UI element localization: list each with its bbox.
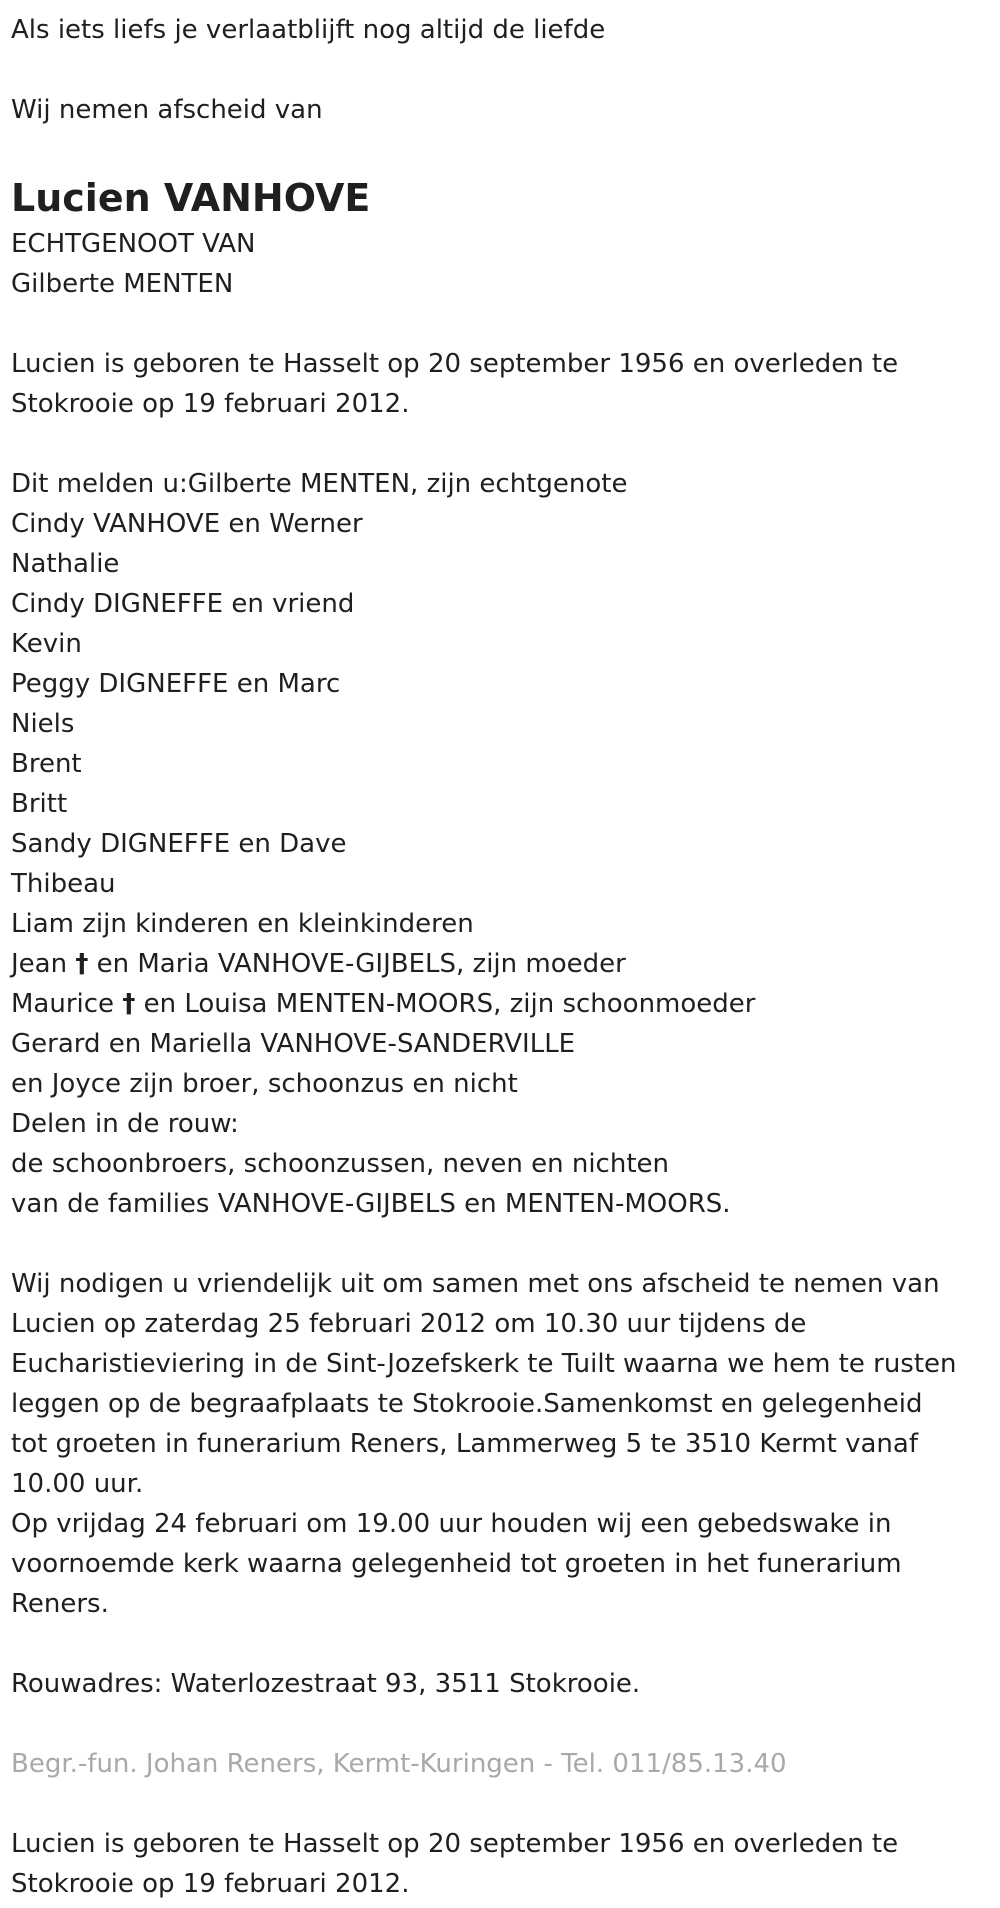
family-member: Sandy DIGNEFFE en Dave	[11, 829, 347, 859]
family-member: Kevin	[11, 629, 82, 659]
mourning-label: Delen in de rouw:	[11, 1109, 239, 1139]
cross-icon: †	[75, 949, 89, 979]
invitation-line: Lucien op zaterdag 25 februari 2012 om 10.30 uur tijdens de	[11, 1309, 807, 1339]
family-member: Gerard en Mariella VANHOVE-SANDERVILLE	[11, 1029, 576, 1059]
parents-line-start: Jean	[11, 949, 76, 979]
parents-in-law-line-start: Maurice	[11, 989, 123, 1019]
family-member: Cindy VANHOVE en Werner	[11, 509, 363, 539]
family-list	[11, 504, 1000, 944]
family-member: Britt	[11, 789, 68, 819]
family-member: Liam zijn kinderen en kleinkinderen	[11, 909, 474, 939]
parents-line-end: en Maria VANHOVE-GIJBELS, zijn moeder	[88, 949, 626, 979]
family-member: Brent	[11, 749, 82, 779]
invitation-line: Reners.	[11, 1589, 109, 1619]
birth-death-line: Lucien is geboren te Hasselt op 20 september 1956 en overleden te	[11, 349, 899, 379]
family-list-continued	[11, 1024, 1000, 1224]
farewell-line: Wij nemen afscheid van	[11, 95, 323, 125]
spacer	[11, 50, 1000, 90]
parents-in-law-line-end: en Louisa MENTEN-MOORS, zijn schoonmoeder	[135, 989, 756, 1019]
invitation-line: 10.00 uur.	[11, 1469, 144, 1499]
spacer	[11, 1624, 1000, 1664]
cross-icon: †	[122, 989, 136, 1019]
funeral-director: Begr.-fun. Johan Reners, Kermt-Kuringen - Tel. 011/85.13.40	[11, 1749, 787, 1779]
invitation-paragraph	[11, 1264, 1000, 1624]
parents-in-law-line	[11, 984, 1000, 1024]
invitation-line: Wij nodigen u vriendelijk uit om samen met ons afscheid te nemen van	[11, 1269, 940, 1299]
spacer	[11, 130, 1000, 170]
family-member: Thibeau	[11, 869, 116, 899]
mourning-address: Rouwadres: Waterlozestraat 93, 3511 Stokrooie.	[11, 1669, 641, 1699]
spacer	[11, 1784, 1000, 1824]
family-intro: Dit melden u:Gilberte MENTEN, zijn echtgenote	[11, 469, 628, 499]
spacer	[11, 1224, 1000, 1264]
spacer	[11, 304, 1000, 344]
birth-death-line: Stokrooie op 19 februari 2012.	[11, 389, 410, 419]
spacer	[11, 424, 1000, 464]
family-member: en Joyce zijn broer, schoonzus en nicht	[11, 1069, 518, 1099]
invitation-line: tot groeten in funerarium Reners, Lammerweg 5 te 3510 Kermt vanaf	[11, 1429, 918, 1459]
invitation-line: leggen op de begraafplaats te Stokrooie.Samenkomst en gelegenheid	[11, 1389, 923, 1419]
family-member: van de families VANHOVE-GIJBELS en MENTEN-MOORS.	[11, 1189, 731, 1219]
repeat-birth-death-line: Lucien is geboren te Hasselt op 20 september 1956 en overleden te	[11, 1829, 899, 1859]
family-member: de schoonbroers, schoonzussen, neven en nichten	[11, 1149, 669, 1179]
spacer	[11, 1704, 1000, 1744]
family-member: Peggy DIGNEFFE en Marc	[11, 669, 341, 699]
family-member: Niels	[11, 709, 75, 739]
intro-quote: Als iets liefs je verlaatblijft nog altijd de liefde	[11, 15, 606, 45]
deceased-name: Lucien VANHOVE	[11, 176, 371, 220]
spouse-name: Gilberte MENTEN	[11, 269, 234, 299]
spouse-label: ECHTGENOOT VAN	[11, 229, 256, 259]
family-member: Cindy DIGNEFFE en vriend	[11, 589, 355, 619]
invitation-line: voornoemde kerk waarna gelegenheid tot groeten in het funerarium	[11, 1549, 902, 1579]
repeat-birth-death-line: Stokrooie op 19 februari 2012.	[11, 1869, 410, 1899]
invitation-line: Eucharistieviering in de Sint-Jozefskerk te Tuilt waarna we hem te rusten	[11, 1349, 957, 1379]
family-member: Nathalie	[11, 549, 120, 579]
invitation-line: Op vrijdag 24 februari om 19.00 uur houden wij een gebedswake in	[11, 1509, 892, 1539]
parents-line	[11, 944, 1000, 984]
